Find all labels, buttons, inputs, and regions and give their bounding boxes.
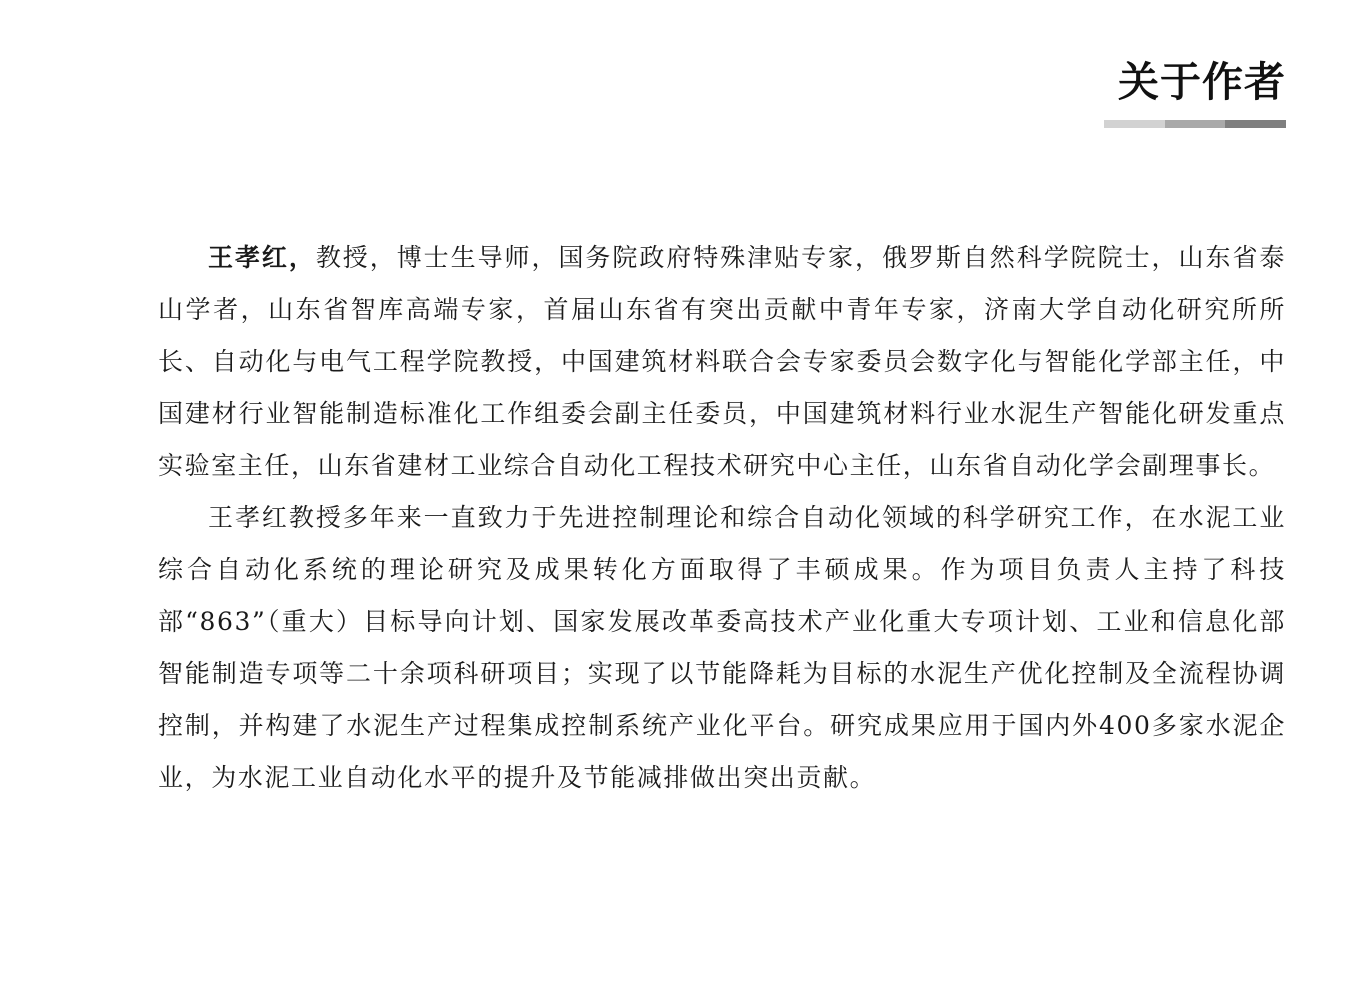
underline-segment-mid <box>1165 120 1226 128</box>
page-title: 关于作者 <box>1118 58 1286 106</box>
bio-paragraph-2: 王孝红教授多年来一直致力于先进控制理论和综合自动化领域的科学研究工作，在水泥工业综合自动化系统的理论研究及成果转化方面取得了丰硕成果。作为项目负责人主持了科技部“863”（重大）目标导向计划、国家发展改革委高技术产业化重大专项计划、工业和信息化部智能制造专项等二十余项科研项目；实现了以节能降耗为目标的水泥生产优化控制及全流程协调控制，并构建了水泥生产过程集成控制系统产业化平台。研究成果应用于国内外400多家水泥企业，为水泥工业自动化水平的提升及节能减排做出突出贡献。 <box>158 503 1286 792</box>
author-name: 王孝红， <box>208 243 316 272</box>
underline-segment-dark <box>1225 120 1286 128</box>
author-bio <box>158 232 1286 804</box>
bio-paragraph-1 <box>158 232 1286 492</box>
bio-paragraph-1-text: 教授，博士生导师，国务院政府特殊津贴专家，俄罗斯自然科学院院士，山东省泰山学者，山东省智库高端专家，首届山东省有突出贡献中青年专家，济南大学自动化研究所所长、自动化与电气工程学院教授，中国建筑材料联合会专家委员会数字化与智能化学部主任，中国建材行业智能制造标准化工作组委会副主任委员，中国建筑材料行业水泥生产智能化研发重点实验室主任，山东省建材工业综合自动化工程技术研究中心主任，山东省自动化学会副理事长。 <box>158 243 1286 480</box>
page-header <box>1096 52 1286 128</box>
underline-segment-light <box>1104 120 1165 128</box>
title-underline <box>1104 120 1286 128</box>
